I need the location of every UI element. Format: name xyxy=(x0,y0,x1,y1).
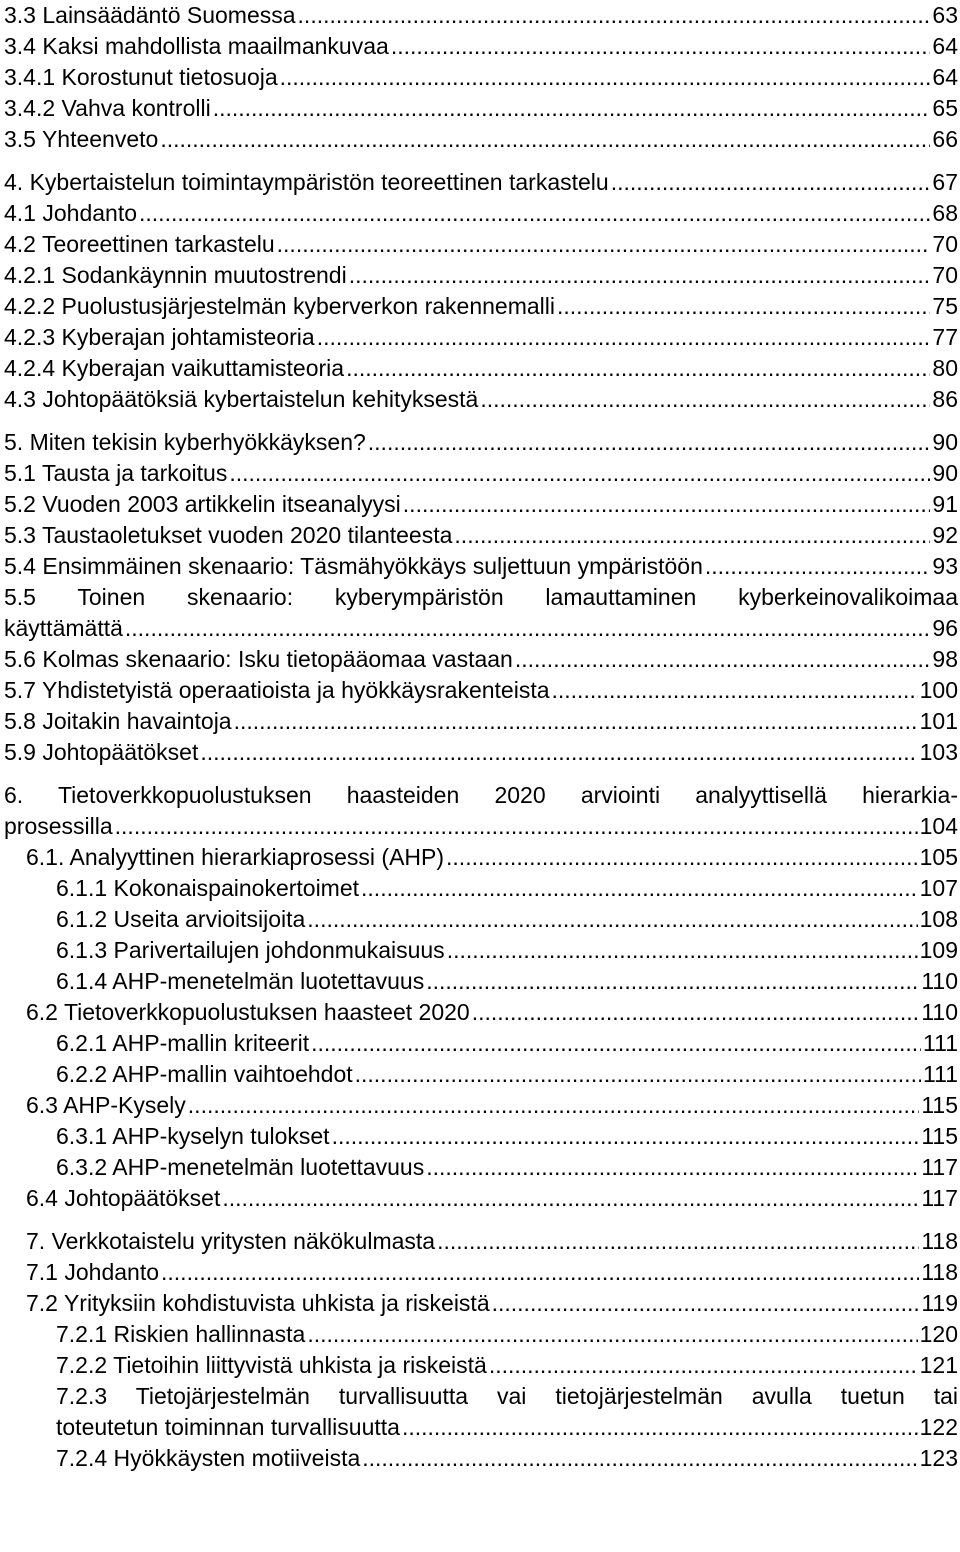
toc-entry[interactable] xyxy=(4,1183,958,1214)
toc-entry-title: 4.2.1 Sodankäynnin muutostrendi xyxy=(4,262,347,288)
dot-leader xyxy=(362,1443,917,1474)
toc-entry-title: 6.2.1 AHP-mallin kriteerit xyxy=(56,1030,310,1056)
toc-entry-title: 6.1.2 Useita arvioitsijoita xyxy=(56,906,306,932)
toc-entry[interactable] xyxy=(4,1059,958,1090)
toc-entry-page-number: 63 xyxy=(932,2,958,28)
toc-entry-page-number: 111 xyxy=(923,1061,958,1087)
dot-leader xyxy=(200,737,917,768)
toc-entry-title: 7.2.4 Hyökkäysten motiiveista xyxy=(56,1445,361,1471)
toc-entry-title: 5.4 Ensimmäinen skenaario: Täsmähyökkäys suljettuun ympäristöön xyxy=(4,553,703,579)
toc-entry-page-number: 93 xyxy=(932,553,958,579)
toc-entry[interactable] xyxy=(4,1226,958,1257)
toc-entry-page-number: 103 xyxy=(919,739,958,765)
toc-entry-page-number: 109 xyxy=(919,937,958,963)
toc-entry[interactable] xyxy=(4,706,958,737)
toc-entry-page-number: 67 xyxy=(932,169,958,195)
toc-entry-page-number: 66 xyxy=(932,126,958,152)
toc-entry-title: 3.4.1 Korostunut tietosuoja xyxy=(4,64,278,90)
toc-entry-title: 3.4.2 Vahva kontrolli xyxy=(4,95,211,121)
toc-entry-page-number: 121 xyxy=(919,1352,958,1378)
toc-entry-title: 7.2.2 Tietoihin liittyvistä uhkista ja riskeistä xyxy=(56,1352,487,1378)
dot-leader xyxy=(280,62,931,93)
dot-leader xyxy=(213,93,931,124)
toc-entry-page-number: 65 xyxy=(932,95,958,121)
toc-entry-page-number: 107 xyxy=(919,875,958,901)
toc-entry[interactable] xyxy=(4,1350,958,1381)
toc-entry-title: 7.1 Johdanto xyxy=(26,1259,160,1285)
toc-entry[interactable] xyxy=(4,124,958,155)
toc-entry-page-number: 91 xyxy=(932,491,958,517)
toc-entry[interactable] xyxy=(4,842,958,873)
toc-entry-page-number: 86 xyxy=(932,386,958,412)
toc-entry[interactable] xyxy=(4,1257,958,1288)
toc-entry[interactable] xyxy=(4,167,958,198)
toc-entry-title-continued: käyttämättä xyxy=(4,615,123,641)
toc-entry-page-number: 120 xyxy=(919,1321,958,1347)
dot-leader xyxy=(403,489,931,520)
dot-leader xyxy=(447,935,918,966)
toc-entry-page-number: 105 xyxy=(919,844,958,870)
toc-entry-page-number: 68 xyxy=(932,200,958,226)
toc-entry-title: 6.4 Johtopäätökset xyxy=(26,1185,221,1211)
dot-leader xyxy=(125,613,931,644)
toc-entry-title: 6.3.1 AHP-kyselyn tulokset xyxy=(56,1123,330,1149)
table-of-contents xyxy=(4,0,958,1474)
dot-leader xyxy=(557,291,930,322)
toc-entry-title-continued: prosessilla xyxy=(4,813,113,839)
toc-entry-page-number: 104 xyxy=(919,813,958,839)
toc-entry[interactable] xyxy=(4,1090,958,1121)
toc-entry-title: 4.2 Teoreettinen tarkastelu xyxy=(4,231,275,257)
toc-entry-page-number: 90 xyxy=(932,460,958,486)
dot-leader xyxy=(705,551,931,582)
toc-entry-title: 4.2.4 Kyberajan vaikuttamisteoria xyxy=(4,355,345,381)
toc-entry-title: 5.9 Johtopäätökset xyxy=(4,739,199,765)
toc-entry[interactable] xyxy=(4,229,958,260)
dot-leader xyxy=(391,31,931,62)
toc-entry[interactable] xyxy=(4,384,958,415)
toc-entry-title: 4.2.3 Kyberajan johtamisteoria xyxy=(4,324,315,350)
toc-entry[interactable] xyxy=(4,551,958,582)
toc-entry[interactable] xyxy=(4,0,958,31)
toc-entry[interactable] xyxy=(4,873,958,904)
toc-entry-title: 6.1.3 Parivertailujen johdonmukaisuus xyxy=(56,937,445,963)
toc-entry-page-number: 70 xyxy=(932,231,958,257)
toc-entry-title: 4.1 Johdanto xyxy=(4,200,138,226)
toc-entry-title: 6.2.2 AHP-mallin vaihtoehdot xyxy=(56,1061,353,1087)
toc-entry[interactable] xyxy=(4,966,958,997)
dot-leader xyxy=(346,353,930,384)
toc-entry-title: 5.8 Joitakin havaintoja xyxy=(4,708,232,734)
toc-entry[interactable] xyxy=(4,997,958,1028)
dot-leader xyxy=(307,1319,917,1350)
toc-entry-title: 4.2.2 Puolustusjärjestelmän kyberverkon rakennemalli xyxy=(4,293,556,319)
toc-entry-title-continued: toteutetun toiminnan turvallisuutta xyxy=(56,1414,400,1440)
toc-entry[interactable] xyxy=(4,458,958,489)
toc-entry[interactable] xyxy=(4,737,958,768)
dot-leader xyxy=(368,427,931,458)
toc-entry-title: 6.1. Analyyttinen hierarkiaprosessi (AHP) xyxy=(26,844,445,870)
toc-entry[interactable] xyxy=(4,904,958,935)
toc-entry-page-number: 77 xyxy=(932,324,958,350)
toc-entry-page-number: 64 xyxy=(932,33,958,59)
toc-entry[interactable] xyxy=(4,935,958,966)
dot-leader xyxy=(454,520,930,551)
dot-leader xyxy=(188,1090,920,1121)
dot-leader xyxy=(426,1152,919,1183)
dot-leader xyxy=(515,644,931,675)
dot-leader xyxy=(234,706,918,737)
toc-entry-title: 5.3 Taustaoletukset vuoden 2020 tilanteesta xyxy=(4,522,453,548)
toc-entry-title: 5. Miten tekisin kyberhyökkäyksen? xyxy=(4,429,366,455)
toc-entry[interactable] xyxy=(4,1028,958,1059)
dot-leader xyxy=(161,1257,919,1288)
toc-entry-title: 5.5 Toinen skenaario: kyberympäristön lamauttaminen kyberkeinovalikoimaa xyxy=(4,584,958,610)
toc-entry[interactable] xyxy=(4,31,958,62)
toc-entry-page-number: 110 xyxy=(921,999,958,1025)
toc-entry-page-number: 115 xyxy=(921,1123,958,1149)
dot-leader xyxy=(277,229,931,260)
toc-entry-page-number: 80 xyxy=(932,355,958,381)
dot-leader xyxy=(492,1288,920,1319)
toc-entry-title: 6.1.1 Kokonaispainokertoimet xyxy=(56,875,360,901)
toc-entry-title: 4.3 Johtopäätöksiä kybertaistelun kehityksestä xyxy=(4,386,479,412)
toc-entry-title: 3.5 Yhteenveto xyxy=(4,126,159,152)
toc-entry-title: 6.1.4 AHP-menetelmän luotettavuus xyxy=(56,968,425,994)
toc-entry-title: 5.2 Vuoden 2003 artikkelin itseanalyysi xyxy=(4,491,401,517)
toc-entry-page-number: 64 xyxy=(932,64,958,90)
dot-leader xyxy=(332,1121,920,1152)
toc-entry[interactable] xyxy=(4,260,958,291)
dot-leader xyxy=(298,0,931,31)
toc-entry-title: 4. Kybertaistelun toimintaympäristön teoreettinen tarkastelu xyxy=(4,169,609,195)
toc-entry[interactable] xyxy=(4,1381,958,1443)
toc-entry[interactable] xyxy=(4,780,958,842)
toc-entry-page-number: 119 xyxy=(921,1290,958,1316)
toc-entry-title: 6.3 AHP-Kysely xyxy=(26,1092,186,1118)
toc-entry-page-number: 111 xyxy=(923,1030,958,1056)
toc-entry-page-number: 123 xyxy=(919,1445,958,1471)
toc-entry-title: 6.3.2 AHP-menetelmän luotettavuus xyxy=(56,1154,425,1180)
dot-leader xyxy=(160,124,930,155)
dot-leader xyxy=(222,1183,919,1214)
dot-leader xyxy=(611,167,931,198)
toc-entry-title: 6.2 Tietoverkkopuolustuksen haasteet 2020 xyxy=(26,999,470,1025)
dot-leader xyxy=(446,842,918,873)
dot-leader xyxy=(139,198,930,229)
toc-entry[interactable] xyxy=(4,1319,958,1350)
dot-leader xyxy=(361,873,918,904)
toc-entry-title: 7.2.1 Riskien hallinnasta xyxy=(56,1321,306,1347)
toc-entry[interactable] xyxy=(4,1443,958,1474)
toc-entry-title: 3.4 Kaksi mahdollista maailmankuvaa xyxy=(4,33,389,59)
toc-entry[interactable] xyxy=(4,353,958,384)
dot-leader xyxy=(426,966,919,997)
toc-entry[interactable] xyxy=(4,675,958,706)
toc-entry-page-number: 92 xyxy=(932,522,958,548)
toc-entry-page-number: 96 xyxy=(932,615,958,641)
toc-entry-title: 7.2.3 Tietojärjestelmän turvallisuutta vai tietojärjestelmän avulla tuetun tai xyxy=(56,1383,958,1409)
dot-leader xyxy=(355,1059,921,1090)
toc-entry-page-number: 118 xyxy=(921,1228,958,1254)
toc-entry[interactable] xyxy=(4,489,958,520)
toc-entry-page-number: 98 xyxy=(932,646,958,672)
dot-leader xyxy=(229,458,930,489)
dot-leader xyxy=(402,1412,918,1443)
toc-entry-page-number: 117 xyxy=(921,1154,958,1180)
toc-entry-title: 5.1 Tausta ja tarkoitus xyxy=(4,460,228,486)
toc-entry[interactable] xyxy=(4,1288,958,1319)
toc-entry-title: 3.3 Lainsäädäntö Suomessa xyxy=(4,2,296,28)
toc-entry-page-number: 118 xyxy=(921,1259,958,1285)
toc-entry[interactable] xyxy=(4,62,958,93)
toc-entry-page-number: 117 xyxy=(921,1185,958,1211)
toc-entry-title: 5.7 Yhdistetyistä operaatioista ja hyökkäysrakenteista xyxy=(4,677,550,703)
toc-entry[interactable] xyxy=(4,427,958,458)
toc-entry-page-number: 101 xyxy=(919,708,958,734)
toc-entry-page-number: 115 xyxy=(921,1092,958,1118)
toc-entry-page-number: 108 xyxy=(919,906,958,932)
toc-entry-page-number: 122 xyxy=(919,1414,958,1440)
dot-leader xyxy=(472,997,920,1028)
dot-leader xyxy=(317,322,931,353)
toc-entry[interactable] xyxy=(4,1152,958,1183)
toc-entry-page-number: 100 xyxy=(919,677,958,703)
dot-leader xyxy=(307,904,917,935)
toc-entry[interactable] xyxy=(4,198,958,229)
toc-entry-title: 7.2 Yrityksiin kohdistuvista uhkista ja riskeistä xyxy=(26,1290,490,1316)
toc-entry-title: 5.6 Kolmas skenaario: Isku tietopääomaa vastaan xyxy=(4,646,513,672)
toc-entry[interactable] xyxy=(4,93,958,124)
toc-entry-title: 6. Tietoverkkopuolustuksen haasteiden 2020 arviointi analyyttisellä hierarkia- xyxy=(4,782,958,808)
toc-entry-title: 7. Verkkotaistelu yritysten näkökulmasta xyxy=(26,1228,436,1254)
toc-entry[interactable] xyxy=(4,582,958,644)
dot-leader xyxy=(115,811,918,842)
toc-entry-page-number: 90 xyxy=(932,429,958,455)
toc-entry[interactable] xyxy=(4,291,958,322)
dot-leader xyxy=(311,1028,921,1059)
toc-entry-page-number: 75 xyxy=(932,293,958,319)
dot-leader xyxy=(480,384,930,415)
toc-entry[interactable] xyxy=(4,520,958,551)
dot-leader xyxy=(489,1350,918,1381)
toc-entry[interactable] xyxy=(4,1121,958,1152)
toc-entry-page-number: 70 xyxy=(932,262,958,288)
toc-entry-page-number: 110 xyxy=(921,968,958,994)
dot-leader xyxy=(437,1226,919,1257)
dot-leader xyxy=(552,675,918,706)
toc-entry[interactable] xyxy=(4,322,958,353)
dot-leader xyxy=(349,260,931,291)
toc-entry[interactable] xyxy=(4,644,958,675)
